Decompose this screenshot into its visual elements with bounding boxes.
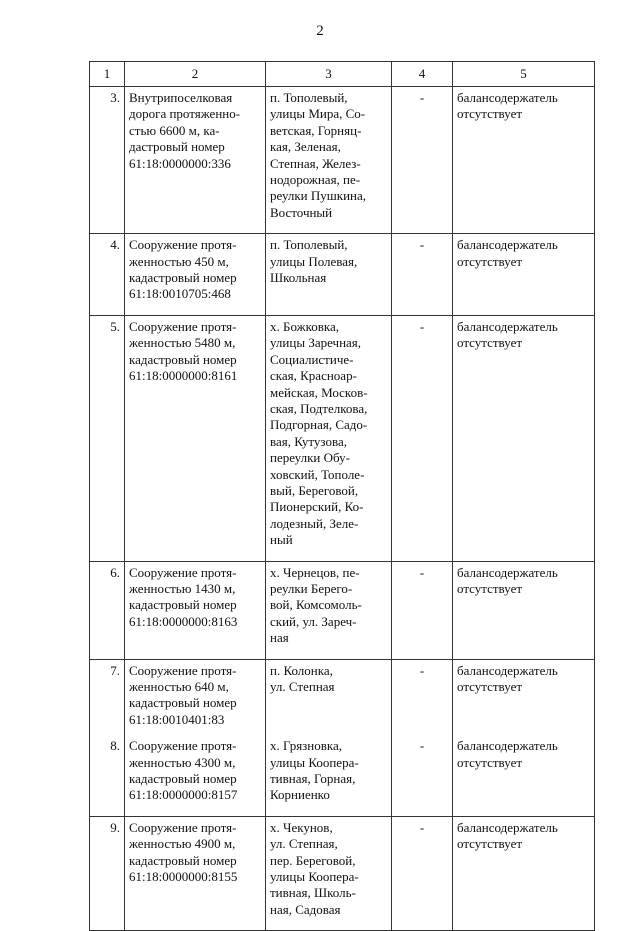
property-table: [89, 61, 595, 931]
object-description: Внутрипоселковая дорога протяженно- стью 6600 м, ка- дастровый номер 61:18:0000000:336: [125, 87, 266, 234]
column-4-value: -: [392, 87, 453, 234]
balance-holder: балансодержатель отсутствует: [453, 87, 595, 234]
row-number: 5.: [90, 315, 125, 561]
column-header-3: 3: [266, 62, 392, 87]
table-row: [90, 87, 595, 234]
table-row: [90, 659, 595, 732]
column-header-5: 5: [453, 62, 595, 87]
row-number: 8.: [90, 732, 125, 816]
table-row: [90, 315, 595, 561]
balance-holder: балансодержатель отсутствует: [453, 561, 595, 659]
page-number: 2: [316, 23, 324, 39]
row-number: 4.: [90, 234, 125, 316]
object-location: х. Божковка, улицы Заречная, Социалистиче- ская, Красноар- мейская, Москов- ская, Подтелкова, Подгорная, Садо- вая, Кутузова, переулки Обу- ховский, Тополе- вый, Береговой, Пионерский, Ко- лодезный, Зеле- ный: [266, 315, 392, 561]
balance-holder: балансодержатель отсутствует: [453, 659, 595, 732]
object-description: Сооружение протя- женностью 5480 м, кадастровый номер 61:18:0000000:8161: [125, 315, 266, 561]
object-description: Сооружение протя- женностью 4900 м, кадастровый номер 61:18:0000000:8155: [125, 816, 266, 930]
balance-holder: балансодержатель отсутствует: [453, 732, 595, 816]
column-4-value: -: [392, 659, 453, 732]
table-row: [90, 561, 595, 659]
row-number: 3.: [90, 87, 125, 234]
table-row: [90, 234, 595, 316]
balance-holder: балансодержатель отсутствует: [453, 315, 595, 561]
row-number: 6.: [90, 561, 125, 659]
table-header-row: [90, 62, 595, 87]
object-description: Сооружение протя- женностью 640 м, кадастровый номер 61:18:0010401:83: [125, 659, 266, 732]
row-number: 9.: [90, 816, 125, 930]
column-4-value: -: [392, 561, 453, 659]
column-4-value: -: [392, 315, 453, 561]
object-location: п. Тополевый, улицы Мира, Со- ветская, Горняц- кая, Зеленая, Степная, Желез- нодорожная, пе- реулки Пушкина, Восточный: [266, 87, 392, 234]
column-header-2: 2: [125, 62, 266, 87]
row-number: 7.: [90, 659, 125, 732]
object-description: Сооружение протя- женностью 1430 м, кадастровый номер 61:18:0000000:8163: [125, 561, 266, 659]
column-header-1: 1: [90, 62, 125, 87]
object-description: Сооружение протя- женностью 450 м, кадастровый номер 61:18:0010705:468: [125, 234, 266, 316]
table-row: [90, 732, 595, 816]
object-location: п. Колонка, ул. Степная: [266, 659, 392, 732]
object-location: х. Чекунов, ул. Степная, пер. Береговой, улицы Коопера- тивная, Школь- ная, Садовая: [266, 816, 392, 930]
object-location: п. Тополевый, улицы Полевая, Школьная: [266, 234, 392, 316]
object-location: х. Грязновка, улицы Коопера- тивная, Горная, Корниенко: [266, 732, 392, 816]
object-location: х. Чернецов, пе- реулки Берего- вой, Комсомоль- ский, ул. Зареч- ная: [266, 561, 392, 659]
table-row: [90, 816, 595, 930]
column-4-value: -: [392, 234, 453, 316]
balance-holder: балансодержатель отсутствует: [453, 816, 595, 930]
column-4-value: -: [392, 732, 453, 816]
column-4-value: -: [392, 816, 453, 930]
object-description: Сооружение протя- женностью 4300 м, кадастровый номер 61:18:0000000:8157: [125, 732, 266, 816]
balance-holder: балансодержатель отсутствует: [453, 234, 595, 316]
column-header-4: 4: [392, 62, 453, 87]
